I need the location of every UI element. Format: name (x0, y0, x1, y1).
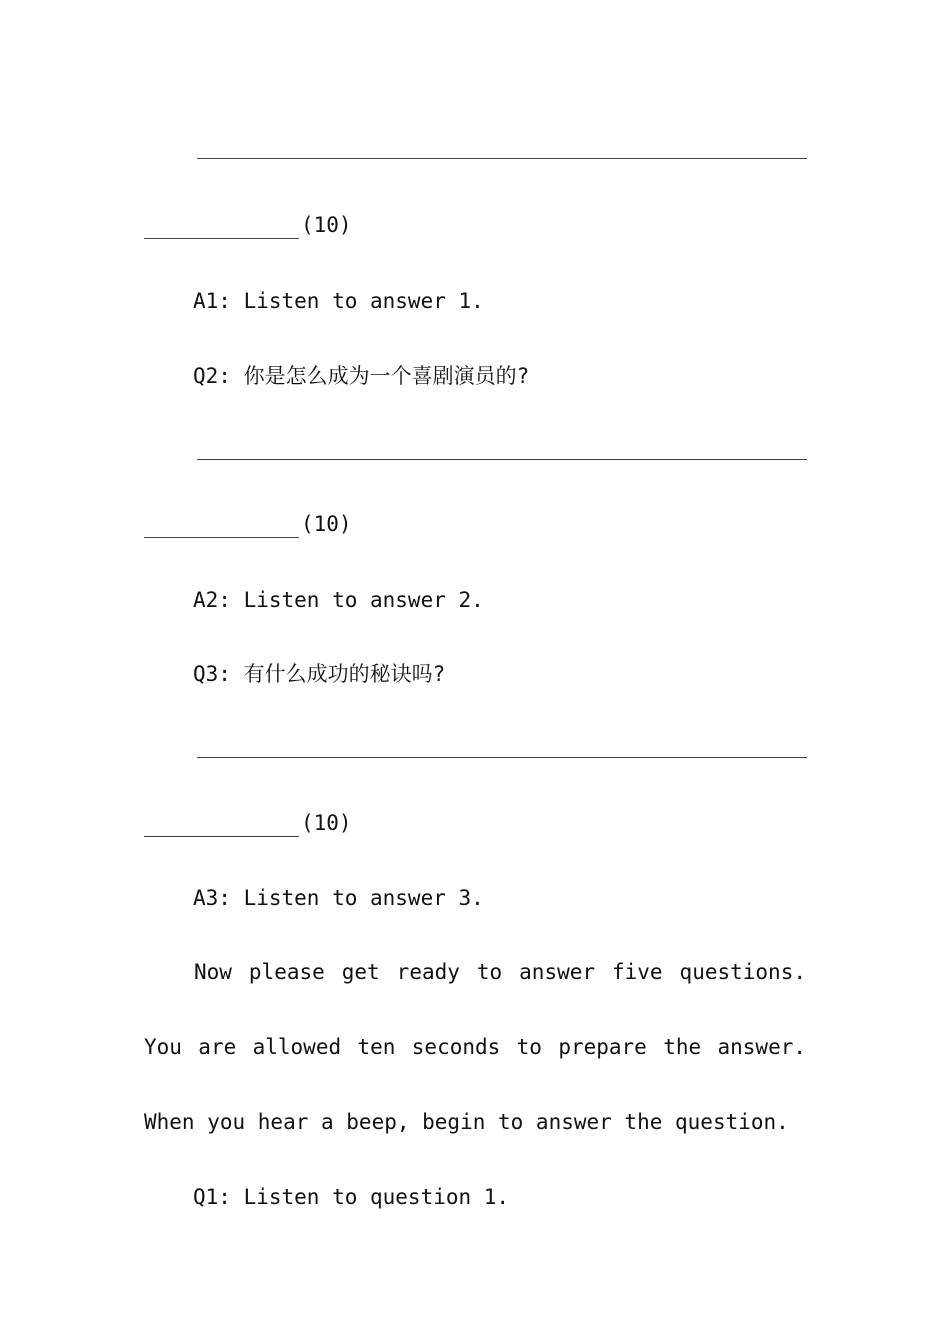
score-label: (10) (301, 811, 352, 835)
answer-line (197, 158, 807, 159)
answer-blank-row (144, 211, 352, 239)
answer-line (197, 757, 807, 758)
question-text: Q3: 有什么成功的秘诀吗? (193, 662, 446, 686)
answer-prompt: A3: Listen to answer 3. (193, 886, 484, 910)
question-text: Q1: Listen to question 1. (193, 1185, 510, 1209)
answer-prompt: A1: Listen to answer 1. (193, 289, 484, 313)
answer-prompt: A2: Listen to answer 2. (193, 588, 484, 612)
question-text: Q2: 你是怎么成为一个喜剧演员的? (193, 364, 530, 388)
answer-blank-row (144, 809, 352, 837)
answer-blank (144, 515, 299, 538)
answer-blank-row (144, 510, 352, 538)
score-label: (10) (301, 512, 352, 536)
instructions-paragraph: Now please get ready to answer five questions. You are allowed ten seconds to prepare the answer. When you hear a beep, begin to answer the question. (144, 960, 806, 1134)
answer-blank (144, 216, 299, 239)
score-label: (10) (301, 213, 352, 237)
answer-blank (144, 814, 299, 837)
answer-line (197, 459, 807, 460)
